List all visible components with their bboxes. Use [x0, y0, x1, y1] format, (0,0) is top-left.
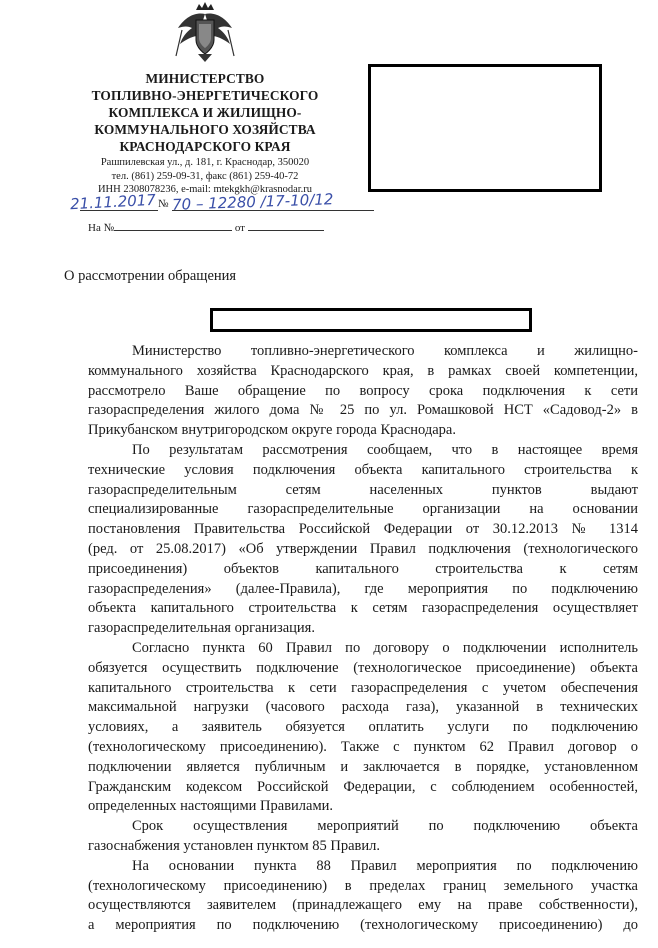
body-line: (ред. от 25.08.2017) «Об утверждении Правил подключения (технологического [88, 540, 638, 557]
body-line: капитального строительства к сети газораспределения с учетом обеспечения [88, 679, 638, 696]
body-line: определенных настоящими Правилами. [88, 798, 334, 815]
ministry-name-line: ТОПЛИВНО-ЭНЕРГЕТИЧЕСКОГО [91, 88, 319, 103]
body-line: а мероприятия по подключению (технологическому присоединению) до [88, 917, 638, 934]
body-line: присоединения) объектов капитального строительства к сетям [88, 560, 638, 577]
body-line: подключении является публичным и заключается в порядке, установленном [88, 758, 638, 775]
body-line: газоснабжения установлен пунктом 85 Правил. [88, 837, 381, 854]
body-line: Министерство топливно-энергетического комплекса и жилищно- [132, 343, 638, 359]
body-line: рассмотрело Ваше обращение по вопросу срока подключения к сети [88, 382, 638, 399]
ministry-name-line: КОМПЛЕКСА И ЖИЛИЩНО- [108, 105, 302, 120]
ref-number-blank [114, 221, 232, 231]
body-line: (технологическому присоединению) в пределах границ земельного участка [88, 877, 638, 894]
body-line: коммунального хозяйства Краснодарского края, в рамках своей компетенции, [88, 362, 638, 379]
body-line: обязуется осуществить подключение (технологическое присоединение) объекта [88, 659, 638, 676]
ministry-inn-email: ИНН 2308078236, e-mail: mtekgkh@krasnodar.ru [97, 184, 313, 195]
body-line: газораспределительная организация. [88, 620, 315, 637]
body-line: На основании пункта 88 Правил мероприятия по подключению [132, 857, 638, 874]
ministry-phones: тел. (861) 259-09-31, факс (861) 259-40-72 [111, 170, 299, 182]
reference-line [88, 221, 324, 234]
body-line: (технологическому присоединению). Также с пунктом 62 Правил договор о [88, 738, 638, 755]
body-line: постановления Правительства Российской Федерации от 30.12.2013 № 1314 [88, 521, 638, 538]
ministry-name-line: МИНИСТЕРСТВО [145, 71, 265, 86]
ministry-name-line: КРАСНОДАРСКОГО КРАЯ [119, 139, 291, 154]
registration-line [69, 190, 380, 218]
reg-number-sign: № [158, 198, 169, 210]
body-line: объекта капитального строительства к сетям газораспределения осуществляет [88, 600, 638, 617]
body-line: технические условия подключения объекта капитального строительства к [88, 461, 638, 478]
ministry-address: Рашпилевская ул., д. 181, г. Краснодар, 350020 [100, 157, 310, 168]
body-line: газораспределения жилого дома № 25 по ул. Ромашковой НСТ «Садовод-2» в [88, 402, 638, 419]
body-line: Прикубанском внутригородском округе города Краснодара. [88, 422, 456, 439]
body-line: специализированные газораспределительные организации на основании [88, 501, 638, 518]
krasnodar-krai-emblem [172, 0, 238, 64]
body-line: газораспределения» (далее-Правила), где мероприятия по подключению [88, 580, 638, 597]
ref-date-blank [248, 221, 324, 231]
redacted-salutation [210, 308, 532, 332]
body-line: максимальной нагрузки (часового расхода газа), указанной в технических [88, 699, 638, 716]
letter-body [88, 342, 638, 936]
ministry-name [40, 70, 370, 155]
letter-subject: О рассмотрении обращения [64, 268, 237, 284]
body-line: условиях, а заявитель обязуется оплатить услуги по подключению [88, 719, 638, 736]
reg-number-handwritten: 70 – 12280 /17-10/12 [171, 190, 334, 214]
redacted-addressee [368, 64, 602, 192]
ref-label: На № [88, 222, 115, 234]
reg-date-handwritten: 21.11.2017 [69, 190, 157, 214]
body-line: По результатам рассмотрения сообщаем, что в настоящее время [132, 441, 638, 458]
ministry-name-line: КОММУНАЛЬНОГО ХОЗЯЙСТВА [94, 122, 316, 137]
body-line: Гражданским кодексом Российской Федерации, с соблюдением особенностей, [88, 778, 638, 795]
body-line: газораспределительным сетям населенных пунктов выдают [88, 481, 638, 498]
body-line: Срок осуществления мероприятий по подключению объекта [132, 818, 638, 835]
ref-from-label: от [234, 222, 245, 234]
body-line: осуществляются заявителем (принадлежащего ему на праве собственности), [88, 897, 638, 914]
body-line: Согласно пункта 60 Правил по договору о подключении исполнитель [132, 639, 638, 656]
